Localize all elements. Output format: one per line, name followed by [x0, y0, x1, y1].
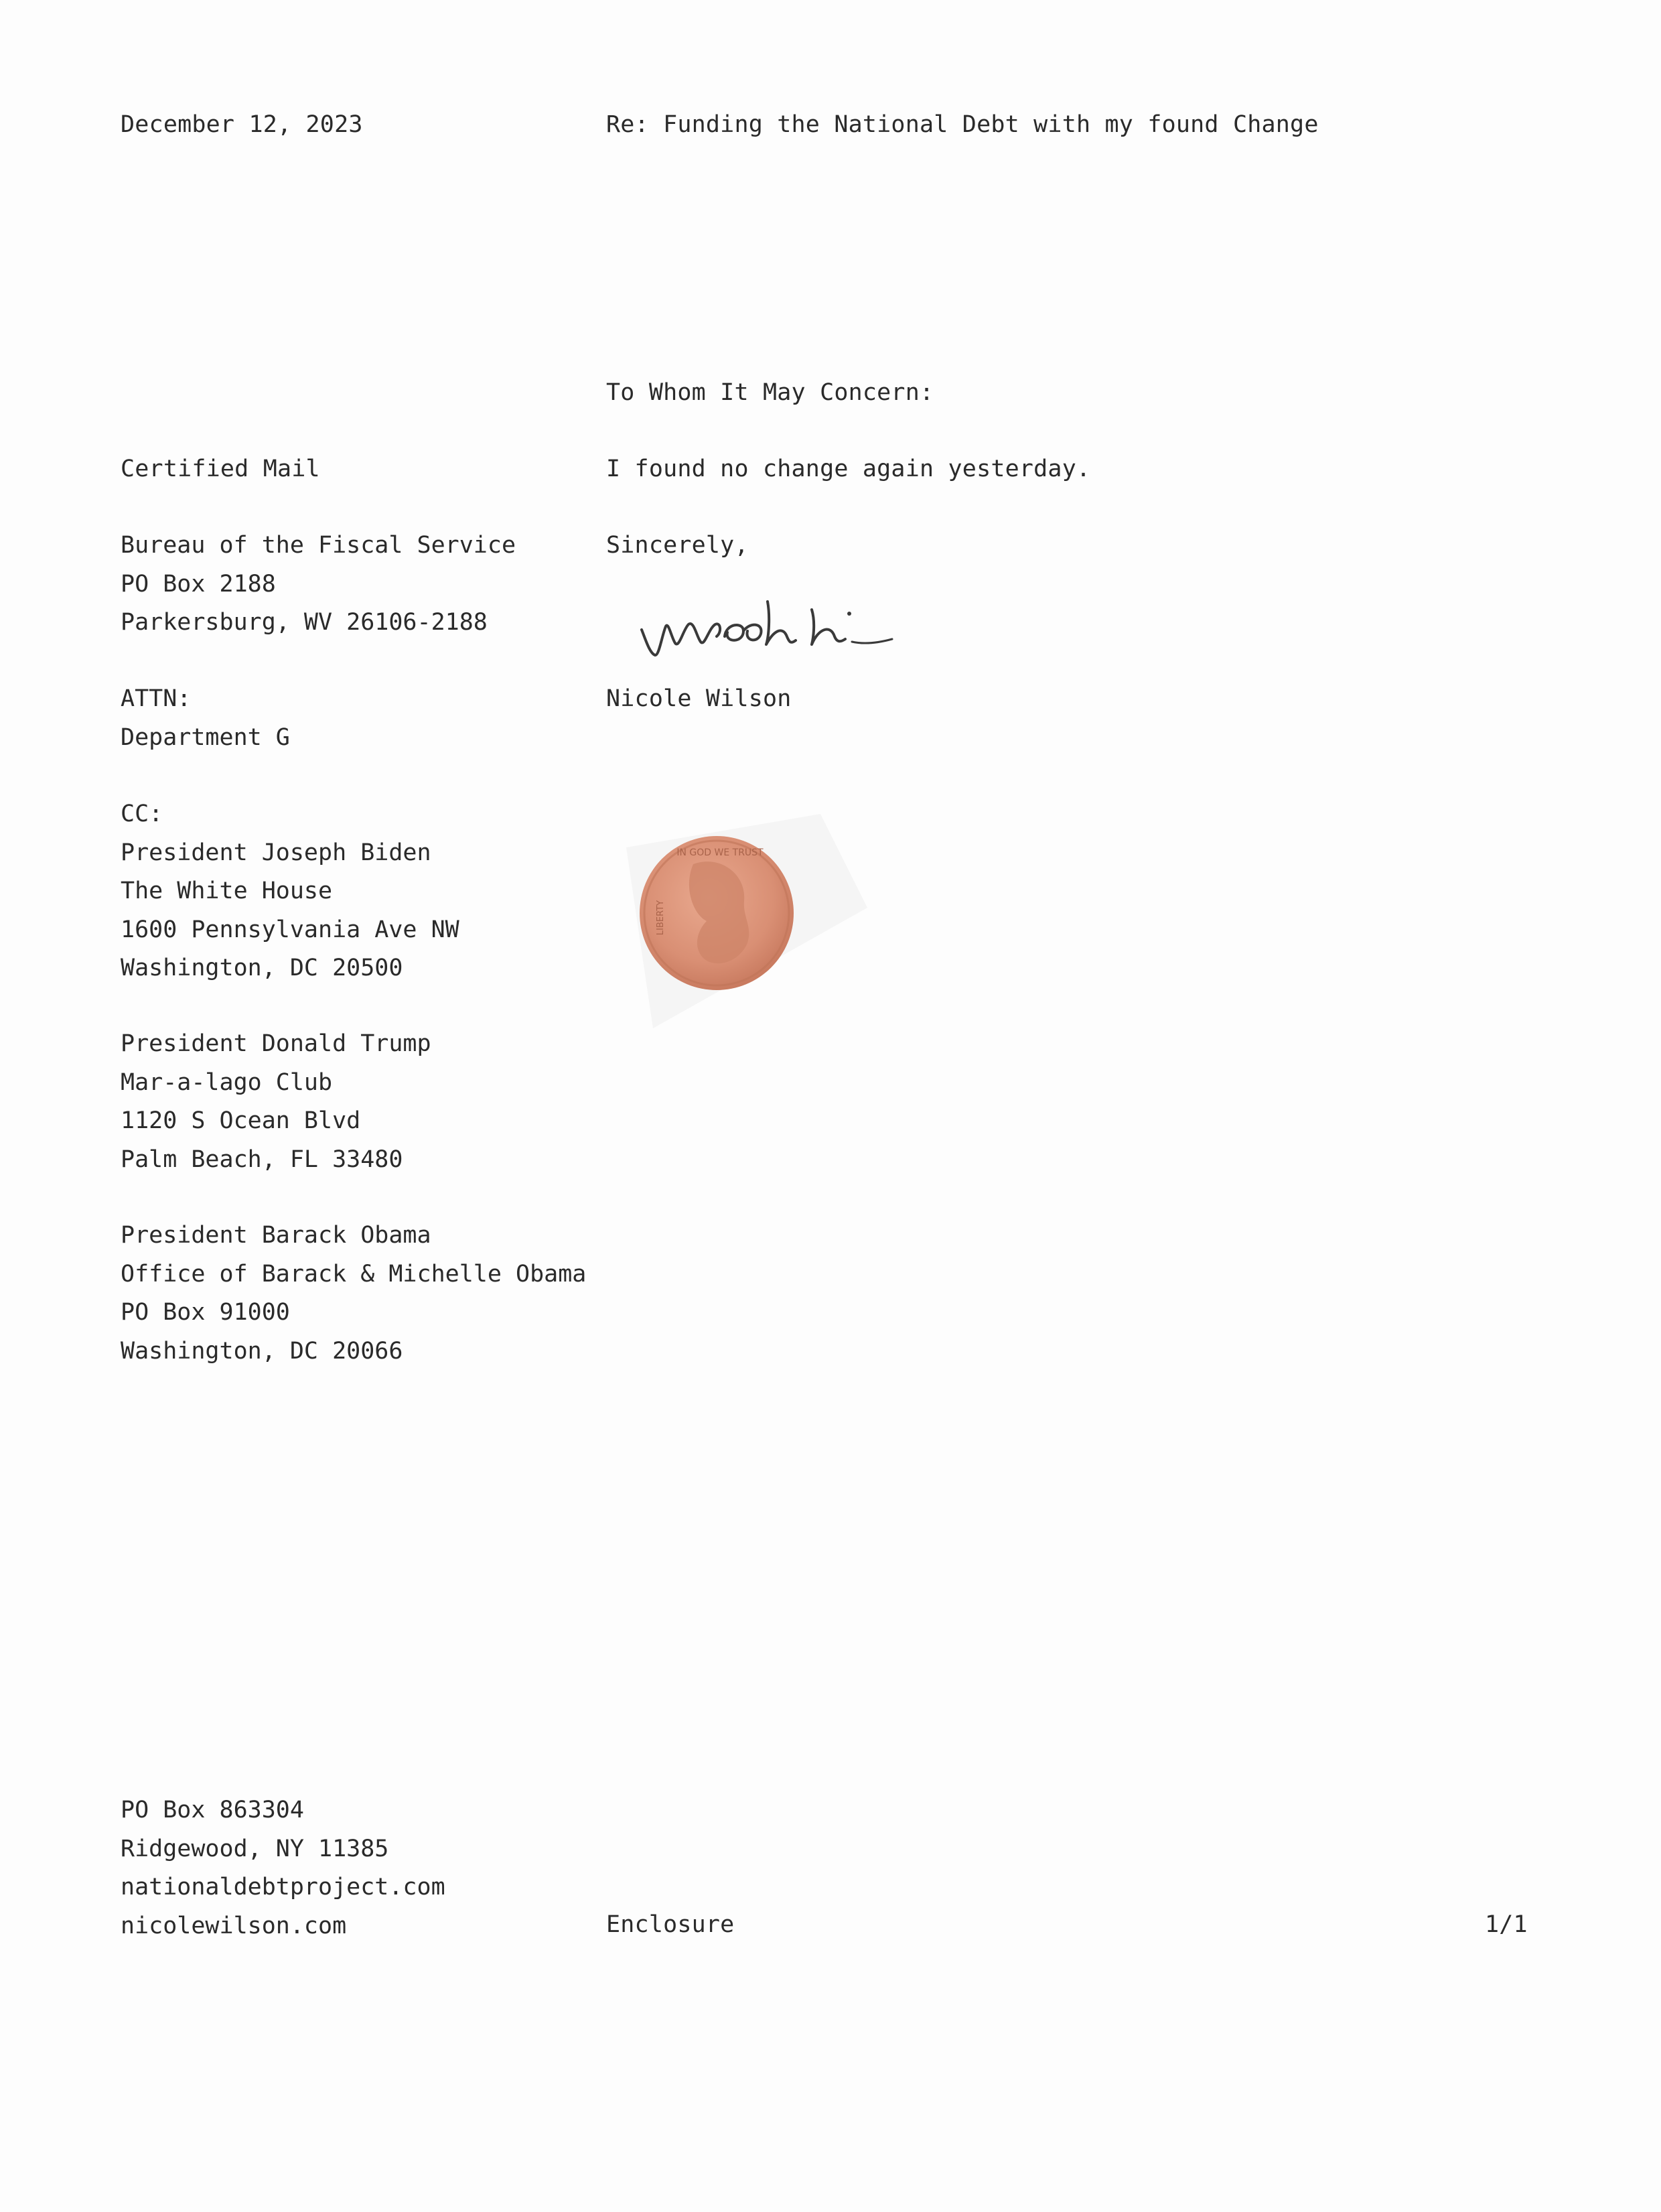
cc-recipient: [121, 1217, 586, 1371]
cc-line: Office of Barack & Michelle Obama: [121, 1260, 587, 1288]
sender-address: [121, 1791, 445, 1945]
sender-website: nationaldebtproject.com: [121, 1874, 445, 1900]
enclosed-penny: [613, 801, 881, 1042]
page-number: 1/1: [1485, 1911, 1528, 1938]
signer-name: Nicole Wilson: [606, 685, 792, 712]
recipient-line: PO Box 2188: [121, 570, 276, 598]
cc-line: Washington, DC 20066: [121, 1337, 403, 1365]
cc-line: PO Box 91000: [121, 1299, 290, 1326]
signature: [636, 590, 971, 670]
closing: Sincerely,: [606, 532, 749, 559]
coin-liberty: LIBERTY: [656, 900, 666, 936]
letter-date: December 12, 2023: [121, 111, 363, 138]
cc-label: CC:: [121, 801, 163, 827]
attn-label: ATTN:: [121, 685, 192, 712]
salutation: To Whom It May Concern:: [606, 379, 934, 406]
cc-line: The White House: [121, 878, 333, 904]
cc-line: Washington, DC 20500: [121, 955, 403, 981]
enclosure-note: Enclosure: [606, 1911, 735, 1938]
cc-line: President Barack Obama: [121, 1222, 431, 1249]
cc-block: [121, 795, 459, 988]
recipient-address: [121, 527, 516, 642]
sender-line: Ridgewood, NY 11385: [121, 1835, 389, 1862]
signature-path: [642, 602, 845, 655]
signature-dot: [847, 612, 851, 616]
mail-type: Certified Mail: [121, 456, 320, 482]
letter-body: I found no change again yesterday.: [606, 456, 1091, 482]
attn-block: [121, 680, 290, 757]
cc-line: Mar-a-lago Club: [121, 1068, 333, 1096]
cc-line: Palm Beach, FL 33480: [121, 1146, 403, 1173]
attn-department: Department G: [121, 723, 290, 751]
sender-line: PO Box 863304: [121, 1797, 304, 1823]
cc-line: President Joseph Biden: [121, 839, 431, 866]
signature-tail: [852, 639, 892, 643]
cc-line: 1600 Pennsylvania Ave NW: [121, 916, 459, 943]
sender-website: nicolewilson.com: [121, 1912, 347, 1939]
recipient-line: Bureau of the Fiscal Service: [121, 532, 516, 559]
letter-subject: Re: Funding the National Debt with my found Change: [606, 111, 1319, 138]
cc-line: President Donald Trump: [121, 1030, 431, 1057]
cc-recipient: [121, 1025, 431, 1179]
coin-motto: IN GOD WE TRUST: [676, 847, 764, 858]
cc-line: 1120 S Ocean Blvd: [121, 1107, 361, 1134]
recipient-line: Parkersburg, WV 26106-2188: [121, 609, 488, 636]
